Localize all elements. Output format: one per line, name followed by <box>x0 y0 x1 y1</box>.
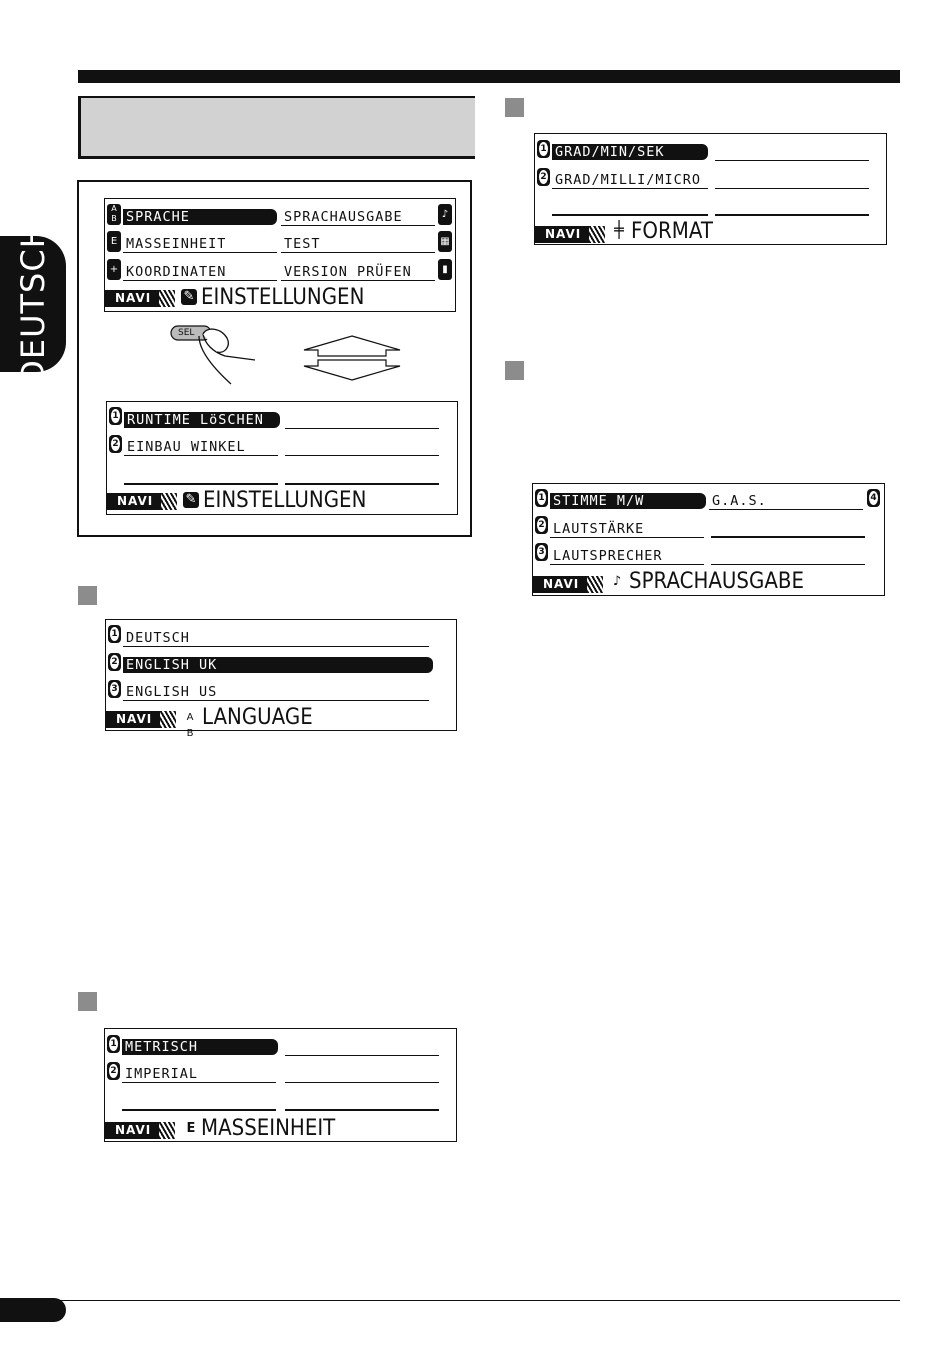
settings-menu-screen <box>104 198 456 312</box>
version-icon: ▮ <box>438 259 452 280</box>
language-option-english-us[interactable]: ENGLISH US <box>126 684 218 700</box>
menu-item-sprachausgabe[interactable]: SPRACHAUSGABE <box>284 209 403 225</box>
coordinates-icon: + <box>107 259 121 280</box>
coordinates-icon: ╪ <box>614 220 624 239</box>
screen-title: EINSTELLUNGEN <box>203 488 367 513</box>
format-screen <box>534 133 887 245</box>
settings-submenu-screen <box>106 401 458 515</box>
top-rule <box>78 70 900 83</box>
menu-item-masseinheit[interactable]: MASSEINHEIT <box>126 236 227 252</box>
unit-screen <box>104 1028 457 1142</box>
number-2-icon: 2 <box>107 1062 120 1080</box>
number-1-icon: 1 <box>109 407 122 425</box>
step-marker <box>505 98 524 117</box>
step-marker <box>505 361 524 380</box>
language-option-deutsch[interactable]: DEUTSCH <box>126 630 190 646</box>
format-option-grad-milli-micro[interactable]: GRAD/MILLI/MICRO <box>555 172 702 188</box>
unit-icon: E <box>186 1121 196 1136</box>
voice-option-stimme[interactable]: STIMME M/W <box>553 493 645 509</box>
menu-item-runtime[interactable]: RUNTIME LöSCHEN <box>127 412 264 428</box>
bottom-rule <box>60 1300 900 1301</box>
page-number-tab <box>0 1298 66 1322</box>
number-2-icon: 2 <box>535 516 548 534</box>
menu-item-koordinaten[interactable]: KOORDINATEN <box>126 264 227 280</box>
number-3-icon: 3 <box>108 680 121 698</box>
settings-icon: ✎ <box>181 289 197 305</box>
screen-title: MASSEINHEIT <box>201 1116 336 1141</box>
screen-title: LANGUAGE <box>202 705 313 730</box>
voice-option-lautsprecher[interactable]: LAUTSPRECHER <box>553 548 663 564</box>
language-icon: A B <box>107 204 121 225</box>
navi-label: NAVI <box>115 291 152 305</box>
navi-label: NAVI <box>117 494 154 508</box>
voice-output-screen <box>532 483 885 596</box>
step-marker <box>78 586 97 605</box>
number-1-icon: 1 <box>537 140 550 158</box>
language-screen <box>105 619 457 739</box>
number-1-icon: 1 <box>107 1035 120 1053</box>
navi-label: NAVI <box>116 712 153 726</box>
voice-icon: ♪ <box>612 574 622 589</box>
number-3-icon: 3 <box>535 543 548 561</box>
double-arrow-icon <box>300 334 404 382</box>
screen-title: EINSTELLUNGEN <box>201 285 365 310</box>
number-4-icon: 4 <box>867 489 880 507</box>
step-marker <box>78 992 97 1011</box>
screen-title: FORMAT <box>631 219 713 244</box>
number-2-icon: 2 <box>108 653 121 671</box>
number-2-icon: 2 <box>109 435 122 453</box>
screen-title: SPRACHAUSGABE <box>629 569 804 594</box>
number-2-icon: 2 <box>537 168 550 186</box>
unit-option-metrisch[interactable]: METRISCH <box>125 1039 199 1055</box>
menu-item-sprache[interactable]: SPRACHE <box>126 209 190 225</box>
format-option-grad-min-sek[interactable]: GRAD/MIN/SEK <box>555 144 665 160</box>
language-icon: A B <box>186 712 194 739</box>
section-header-band <box>78 96 475 159</box>
sel-button-label[interactable]: SEL <box>178 328 195 338</box>
navi-label: NAVI <box>545 227 582 241</box>
unit-option-imperial[interactable]: IMPERIAL <box>125 1066 199 1082</box>
navi-label: NAVI <box>543 577 580 591</box>
number-1-icon: 1 <box>535 489 548 507</box>
menu-item-test[interactable]: TEST <box>284 236 321 252</box>
unit-icon: E <box>107 231 121 252</box>
language-option-english-uk[interactable]: ENGLISH UK <box>126 657 218 673</box>
voice-icon: ♪ <box>438 204 452 225</box>
voice-option-gas[interactable]: G.A.S. <box>712 493 767 509</box>
navi-label: NAVI <box>115 1123 152 1137</box>
test-icon: ▦ <box>438 231 452 252</box>
language-tab-label: DEUTSCH <box>14 223 53 385</box>
voice-option-lautstaerke[interactable]: LAUTSTÄRKE <box>553 521 645 537</box>
menu-item-einbau[interactable]: EINBAU WINKEL <box>127 439 246 455</box>
number-1-icon: 1 <box>108 625 121 643</box>
menu-item-version[interactable]: VERSION PRÜFEN <box>284 264 412 280</box>
settings-icon: ✎ <box>183 492 199 508</box>
